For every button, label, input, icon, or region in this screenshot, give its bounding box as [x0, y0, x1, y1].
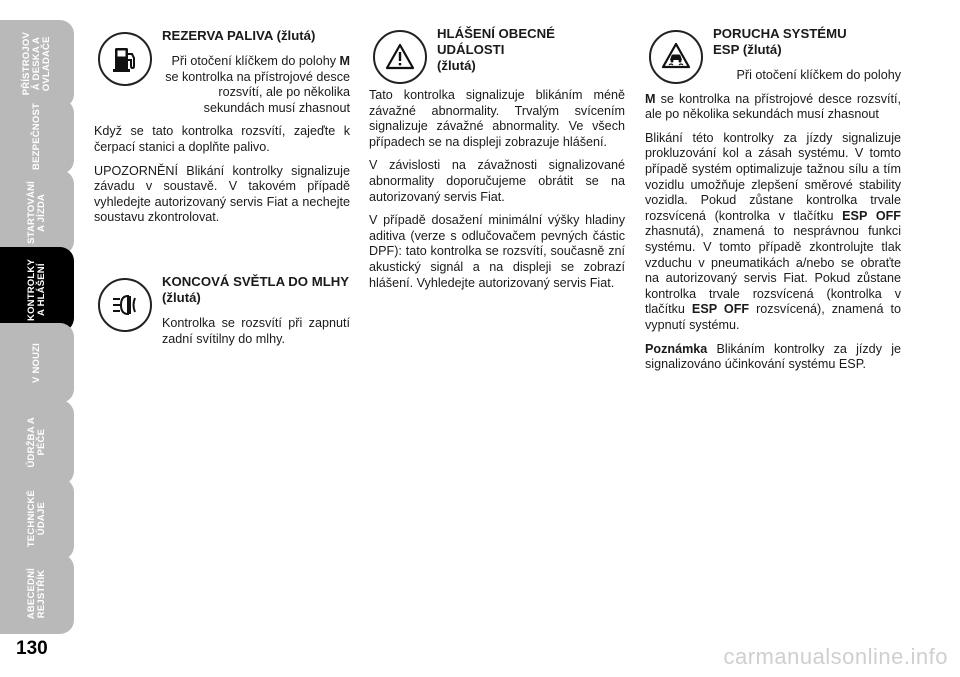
section-fuel-reserve: [94, 28, 350, 226]
esp-off-button-label: ESP OFF: [842, 208, 901, 223]
warning-triangle-icon: [373, 30, 427, 84]
fuel-p2: Když se tato kontrolka rozsvítí, zajeďte k čerpací stanici a doplňte palivo.: [94, 124, 350, 154]
warning-p3: V případě dosažení minimální výšky hladiny aditiva (verze s odlučovačem pevných částic DPF): tato kontrolka se rozsvítí, současně zní akustický signál a na displeji se zobrazí hlášení. Vyhledejte autorizovaný servis Fiat.: [369, 213, 625, 290]
esp-title-line-2: ESP: [713, 42, 740, 57]
section-general-warning: [369, 26, 625, 291]
note-text: Blikáním kontrolky za jízdy je signalizováno účinkování systému ESP.: [645, 341, 901, 372]
warning-title-line-1: HLÁŠENÍ OBECNÉ: [437, 26, 555, 41]
tab-label: TECHNICKÉ ÚDAJE: [26, 490, 47, 548]
fuel-p1-pre: Při otočení klíčkem do polohy: [171, 54, 336, 68]
tab-pristrojova-deska[interactable]: [0, 20, 74, 108]
fuel-p3: UPOZORNĚNÍ Blikání kontrolky signalizuje závadu v soustavě. V takovém případě vyhledejte autorizovaný servis Fiat a nechejte soustavu zkontrolovat.: [94, 163, 350, 225]
fuel-p1-post: se kontrolka na přístrojové desce rozsvítí, ale po několika sekundách musí zhasnout: [165, 69, 350, 115]
key-position-m: M: [645, 91, 656, 106]
tab-startovani[interactable]: [0, 170, 74, 255]
esp-title-note: (žlutá): [742, 42, 782, 57]
esp-p1-post: se kontrolka na přístrojové desce rozsvítí, ale po několika sekundách musí zhasnout: [645, 91, 902, 122]
tab-label: ÚDRŽBA A PÉČE: [26, 417, 47, 468]
tab-bezpecnost[interactable]: [0, 99, 74, 174]
tab-v-nouzi[interactable]: [0, 323, 74, 403]
key-position-m: M: [339, 54, 350, 68]
warning-title-note: (žlutá): [437, 58, 476, 73]
esp-p2-a: Blikání této kontrolky za jízdy signalizuje prokluzování kol a zásah systému. V tomto případě systém optimalizuje tažnou sílu a tím vozidlu umožňuje zlepšení směrové stability vozidla. Pokud zůstane kontrolka trvale rozsvícená (kontrolka v tlačítku: [645, 130, 901, 223]
section-esp-failure: [645, 26, 901, 373]
fog-title-note: (žlutá): [162, 289, 201, 305]
esp-p1-pre: Při otočení klíčkem do polohy: [736, 68, 901, 82]
note-label: Poznámka: [645, 341, 708, 356]
tab-rejstrik[interactable]: [0, 554, 74, 634]
tab-label: PŘÍSTROJOV Á DESKA A OVLADAČE: [21, 32, 52, 96]
esp-skid-car-icon: [649, 30, 703, 84]
warning-p2: V závislosti na závažnosti signalizované abnormality doporučujeme obrátit se na autorizovaný servis Fiat.: [369, 158, 625, 204]
fuel-title-note: (žlutá): [276, 28, 316, 43]
fog-p1: Kontrolka se rozsvítí při zapnutí zadní svítilny do mlhy.: [162, 315, 350, 346]
tab-udrzba[interactable]: [0, 400, 74, 485]
warning-p1: Tato kontrolka signalizuje blikáním méně závažné abnormality. Trvalým svícením signalizuje závažné abnormality. Ve všech případech se na displeji zobrazuje hlášení.: [369, 88, 625, 149]
esp-title-line-1: PORUCHA SYSTÉMU: [713, 26, 847, 41]
tab-kontrolky[interactable]: [0, 247, 74, 332]
chapter-sidebar: [0, 0, 80, 640]
tab-label: ABECEDNÍ REJSTŘÍK: [26, 568, 47, 620]
column-1: [94, 24, 350, 355]
esp-p2-d: rozsvícená), znamená to vypnutí systému.: [645, 302, 902, 332]
column-2: [369, 24, 625, 299]
fuel-title: REZERVA PALIVA: [162, 28, 273, 43]
tab-label: BEZPEČNOST: [31, 103, 42, 170]
fog-title: KONCOVÁ SVĚTLA DO MLHY: [162, 273, 349, 289]
column-3: [645, 24, 901, 381]
watermark: carmanualsonline.info: [723, 644, 948, 669]
tab-label: STARTOVÁNÍ A JÍZDA: [26, 181, 47, 244]
tab-technicke-udaje[interactable]: [0, 478, 74, 560]
section-rear-fog-lights: [94, 274, 350, 347]
page-number: 130: [16, 638, 48, 659]
esp-p2-c: zhasnutá), znamená to nesprávnou funkci systému. V tomto případě zkontrolujte tlak vzduchu v pneumatikách a/nebo se obraťte na autorizovaný servis Fiat. Pokud zůstane kontrolka trvale rozsvícená (kontrolka v tlačítku: [645, 224, 901, 317]
esp-off-button-label: ESP OFF: [691, 302, 750, 317]
fuel-pump-icon: [98, 32, 152, 86]
warning-title-line-2: UDÁLOSTI: [437, 42, 505, 57]
tab-label: V NOUZI: [31, 343, 42, 383]
rear-fog-light-icon: [98, 278, 152, 332]
tab-label: KONTROLKY A HLÁŠENÍ: [26, 258, 47, 321]
